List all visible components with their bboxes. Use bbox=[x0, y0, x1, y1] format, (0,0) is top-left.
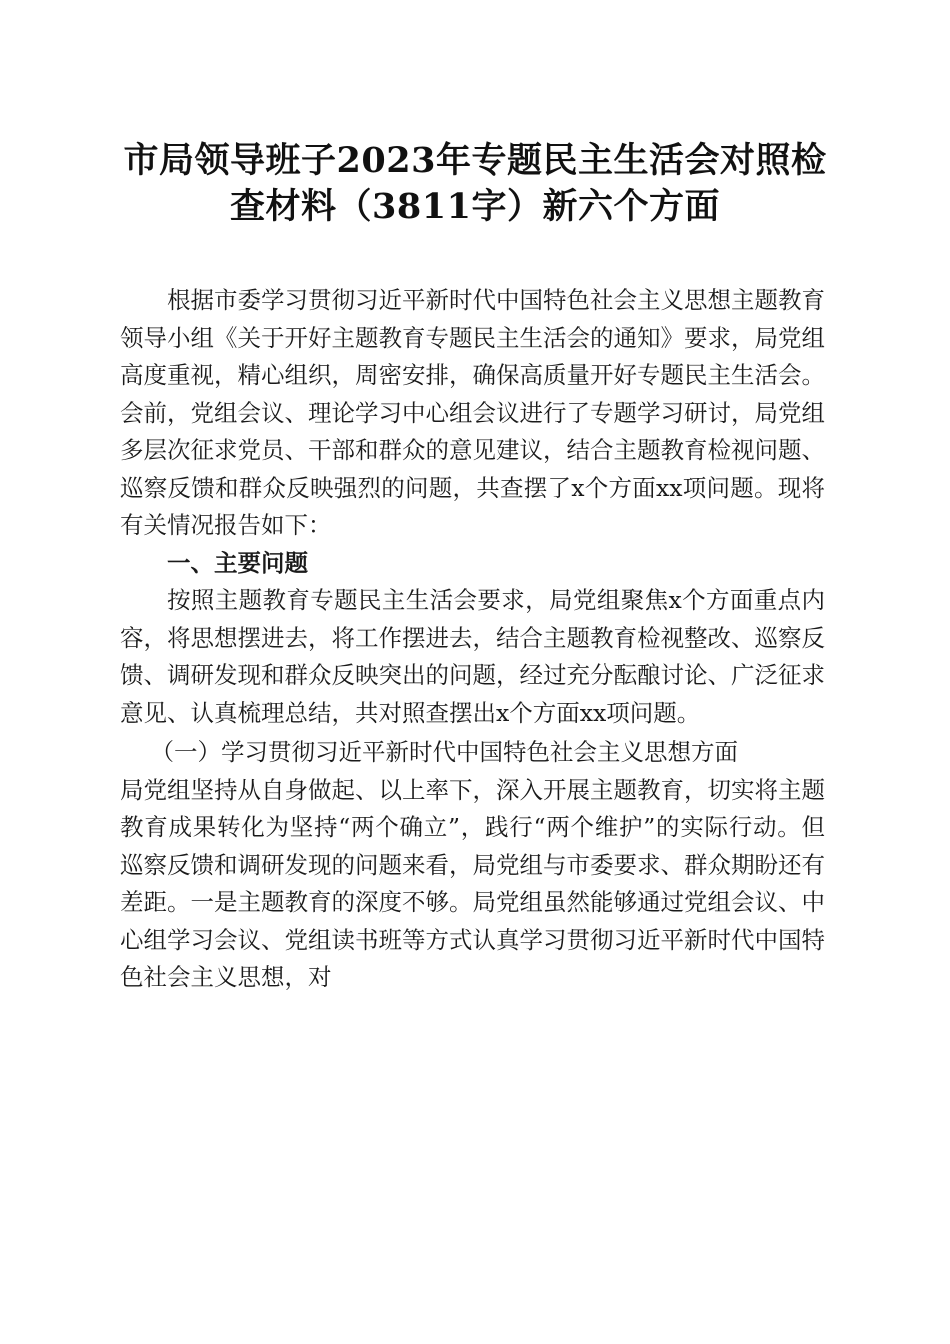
title-line-2: 查材料（3811字）新六个方面 bbox=[230, 186, 720, 227]
document-body bbox=[120, 282, 825, 997]
section-heading-main-problems: 一、主要问题 bbox=[167, 548, 308, 577]
intro-paragraph: 根据市委学习贯彻习近平新时代中国特色社会主义思想主题教育领导小组《关于开好主题教育专题民主生活会的通知》要求，局党组高度重视，精心组织，周密安排，确保高质量开好专题民主生活会。会前，党组会议、理论学习中心组会议进行了专题学习研讨，局党组多层次征求党员、干部和群众的意见建议，结合主题教育检视问题、巡察反馈和群众反映强烈的问题，共查摆了x个方面xx项问题。现将有关情况报告如下： bbox=[120, 286, 825, 539]
title-line-1: 市局领导班子2023年专题民主生活会对照检 bbox=[123, 140, 827, 181]
subsection-heading-study: （一）学习贯彻习近平新时代中国特色社会主义思想方面 bbox=[150, 738, 739, 766]
document-title bbox=[120, 138, 830, 230]
problems-overview-paragraph: 按照主题教育专题民主生活会要求，局党组聚焦x个方面重点内容，将思想摆进去，将工作摆进去，结合主题教育检视整改、巡察反馈、调研发现和群众反映突出的问题，经过充分酝酿讨论、广泛征求意见、认真梳理总结，共对照查摆出x个方面xx项问题。 bbox=[120, 586, 825, 727]
study-paragraph: 局党组坚持从自身做起、以上率下，深入开展主题教育，切实将主题教育成果转化为坚持“两个确立”，践行“两个维护”的实际行动。但巡察反馈和调研发现的问题来看，局党组与市委要求、群众期盼还有差距。一是主题教育的深度不够。局党组虽然能够通过党组会议、中心组学习会议、党组读书班等方式认真学习贯彻习近平新时代中国特色社会主义思想，对 bbox=[120, 775, 825, 991]
